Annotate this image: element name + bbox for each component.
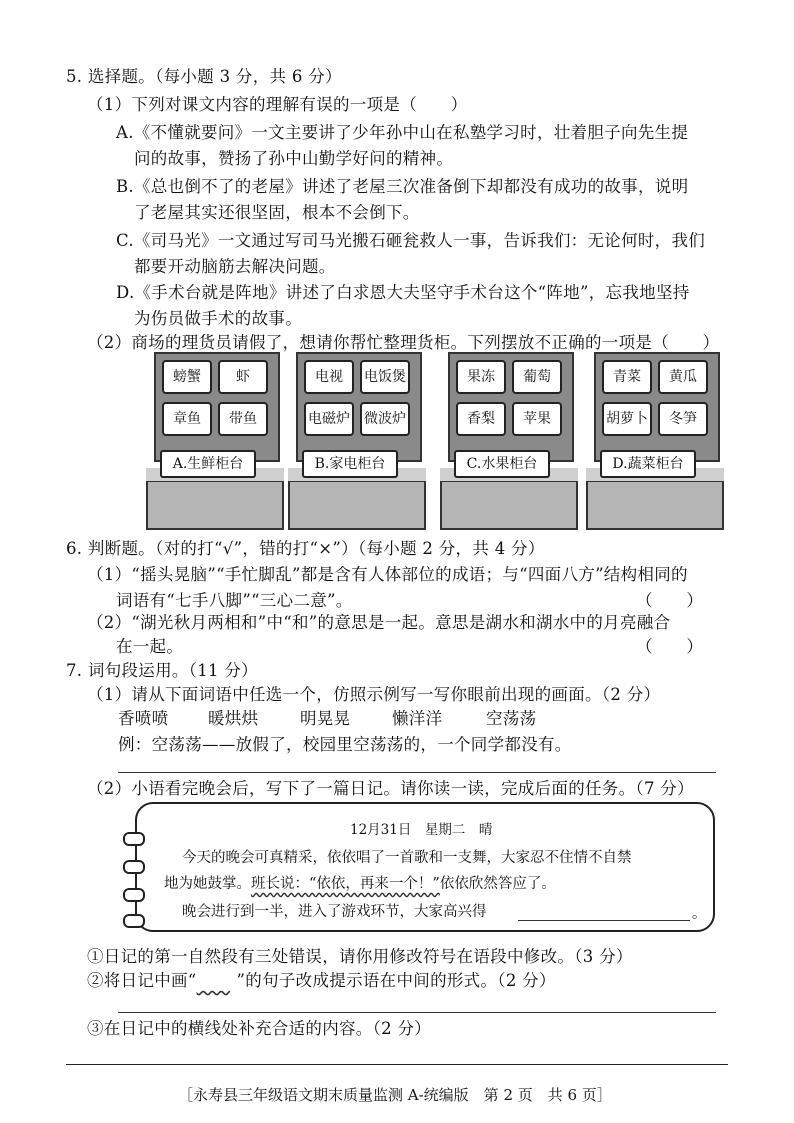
q5-title: 5. 选择题。（每小题 3 分，共 6 分） [66,67,342,86]
q5-1-option-b-cont: 了老屋其实还很坚固，根本不会倒下。 [134,203,420,222]
shelf-a [154,352,280,530]
word-option: 香喷喷 [118,709,169,728]
q6-2-answer-paren[interactable]: （ ） [636,637,704,656]
binder-ring-icon [123,888,145,902]
q7-1-example: 例：空荡荡——放假了，校园里空荡荡的，一个同学都没有。 [118,735,572,754]
binder-ring-icon [123,860,145,874]
q6-2-statement-cont: 在一起。 [116,637,184,656]
q5-1-option-d-cont: 为伤员做手术的故事。 [134,309,302,328]
shelf-item: 黄瓜 [658,360,708,394]
shelf-label: A.生鲜柜台 [160,450,256,478]
shelf-item: 胡萝卜 [602,402,652,436]
task-2-text: ”的句子改成提示语在中间的形式。（2 分） [236,971,556,990]
shelf-item: 带鱼 [218,402,268,436]
shelf-item: 香梨 [456,402,506,436]
q7-2-stem: （2）小语看完晚会后，写下了一篇日记。请你读一读，完成后面的任务。（7 分） [87,779,694,798]
shelf-b [296,352,422,530]
q6-2-statement: （2）“湖光秋月两相和”中“和”的意思是一起。意思是湖水和湖水中的月亮融合 [87,613,671,632]
diary-date: 12月31日 星期二 晴 [350,822,493,838]
diary-fill-blank[interactable] [518,920,690,921]
footer-divider [66,1064,728,1065]
shelf-item: 章鱼 [162,402,212,436]
shelf-item: 电磁炉 [304,402,354,436]
diary-period: 。 [692,906,707,922]
shelf-item: 葡萄 [512,360,562,394]
shelf-d [594,352,720,530]
shelf-item: 冬笋 [658,402,708,436]
diary-paragraph-1-cont [164,874,556,894]
shelf-label: B.家电柜台 [302,450,398,478]
answer-line[interactable] [118,1012,716,1013]
q5-1-option-a-cont: 问的故事，赞扬了孙中山勤学好问的精神。 [134,149,454,168]
task-1: ①日记的第一自然段有三处错误，请你用修改符号在语段中修改。（3 分） [87,947,633,966]
q6-1-statement-cont: 词语有“七手八脚”“三心二意”。 [116,591,353,610]
diary-text: 地为她鼓掌。 [164,876,251,892]
q6-title: 6. 判断题。（对的打“√”，错的打“×”）（每小题 2 分，共 4 分） [66,539,545,558]
q5-1-option-a: A.《不懂就要问》一文主要讲了少年孙中山在私塾学习时，壮着胆子向先生提 [116,123,689,142]
q7-1-stem: （1）请从下面词语中任选一个，仿照示例写一写你眼前出现的画面。（2 分） [87,685,661,704]
shelf-c [448,352,574,530]
word-option: 懒洋洋 [392,709,443,728]
binder-ring-icon [123,914,145,928]
q6-1-statement: （1）“摇头晃脑”“手忙脚乱”都是含有人体部位的成语；与“四面八方”结构相同的 [87,565,688,584]
wavy-line-sample [197,970,237,992]
q5-1-option-c-cont: 都要开动脑筋去解决问题。 [134,257,336,276]
q5-1-option-c: C.《司马光》一文通过写司马光搬石砸瓮救人一事，告诉我们：无论何时，我们 [116,231,706,250]
diary-paragraph-1: 今天的晚会可真精采，依依唱了一首歌和一支舞，大家忍不住情不自禁 [182,850,632,866]
answer-line[interactable] [118,772,716,773]
q5-1-stem: （1）下列对课文内容的理解有误的一项是（ ） [87,95,468,114]
diary-paragraph-2: 晚会进行到一半，进入了游戏环节，大家高兴得 [182,904,487,920]
wavy-underlined-sentence: 班长说：“依依，再来一个！” [251,876,440,892]
binder-ring-icon [123,832,145,846]
shelf-item: 螃蟹 [162,360,212,394]
shelf-item: 果冻 [456,360,506,394]
diary-text: 依依欣然答应了。 [439,876,556,892]
page-footer: ［永寿县三年级语文期末质量监测 A-统编版 第 2 页 共 6 页］ [178,1086,612,1104]
shelf-label: C.水果柜台 [454,450,550,478]
shelf-item: 青菜 [602,360,652,394]
task-3: ③在日记中的横线处补充合适的内容。（2 分） [87,1019,432,1038]
q5-1-option-d: D.《手术台就是阵地》讲述了白求恩大夫坚守手术台这个“阵地”，忘我地坚持 [116,283,690,302]
word-option: 明晃晃 [300,709,351,728]
shelf-label: D.蔬菜柜台 [600,450,696,478]
shelf-item: 电视 [304,360,354,394]
shelf-item: 苹果 [512,402,562,436]
task-2-text: ②将日记中画“ [87,971,197,990]
word-option: 暖烘烘 [208,709,259,728]
q7-title: 7. 词句段运用。（11 分） [66,661,258,680]
shelf-item: 微波炉 [360,402,410,436]
task-2 [87,970,556,992]
shelf-item: 电饭煲 [360,360,410,394]
q5-1-option-b: B.《总也倒不了的老屋》讲述了老屋三次准备倒下却都没有成功的故事，说明 [116,177,689,196]
shelf-item: 虾 [218,360,268,394]
q5-2-stem: （2）商场的理货员请假了，想请你帮忙整理货柜。下列摆放不正确的一项是（ ） [87,333,720,352]
word-option: 空荡荡 [486,709,537,728]
q6-1-answer-paren[interactable]: （ ） [636,591,704,610]
